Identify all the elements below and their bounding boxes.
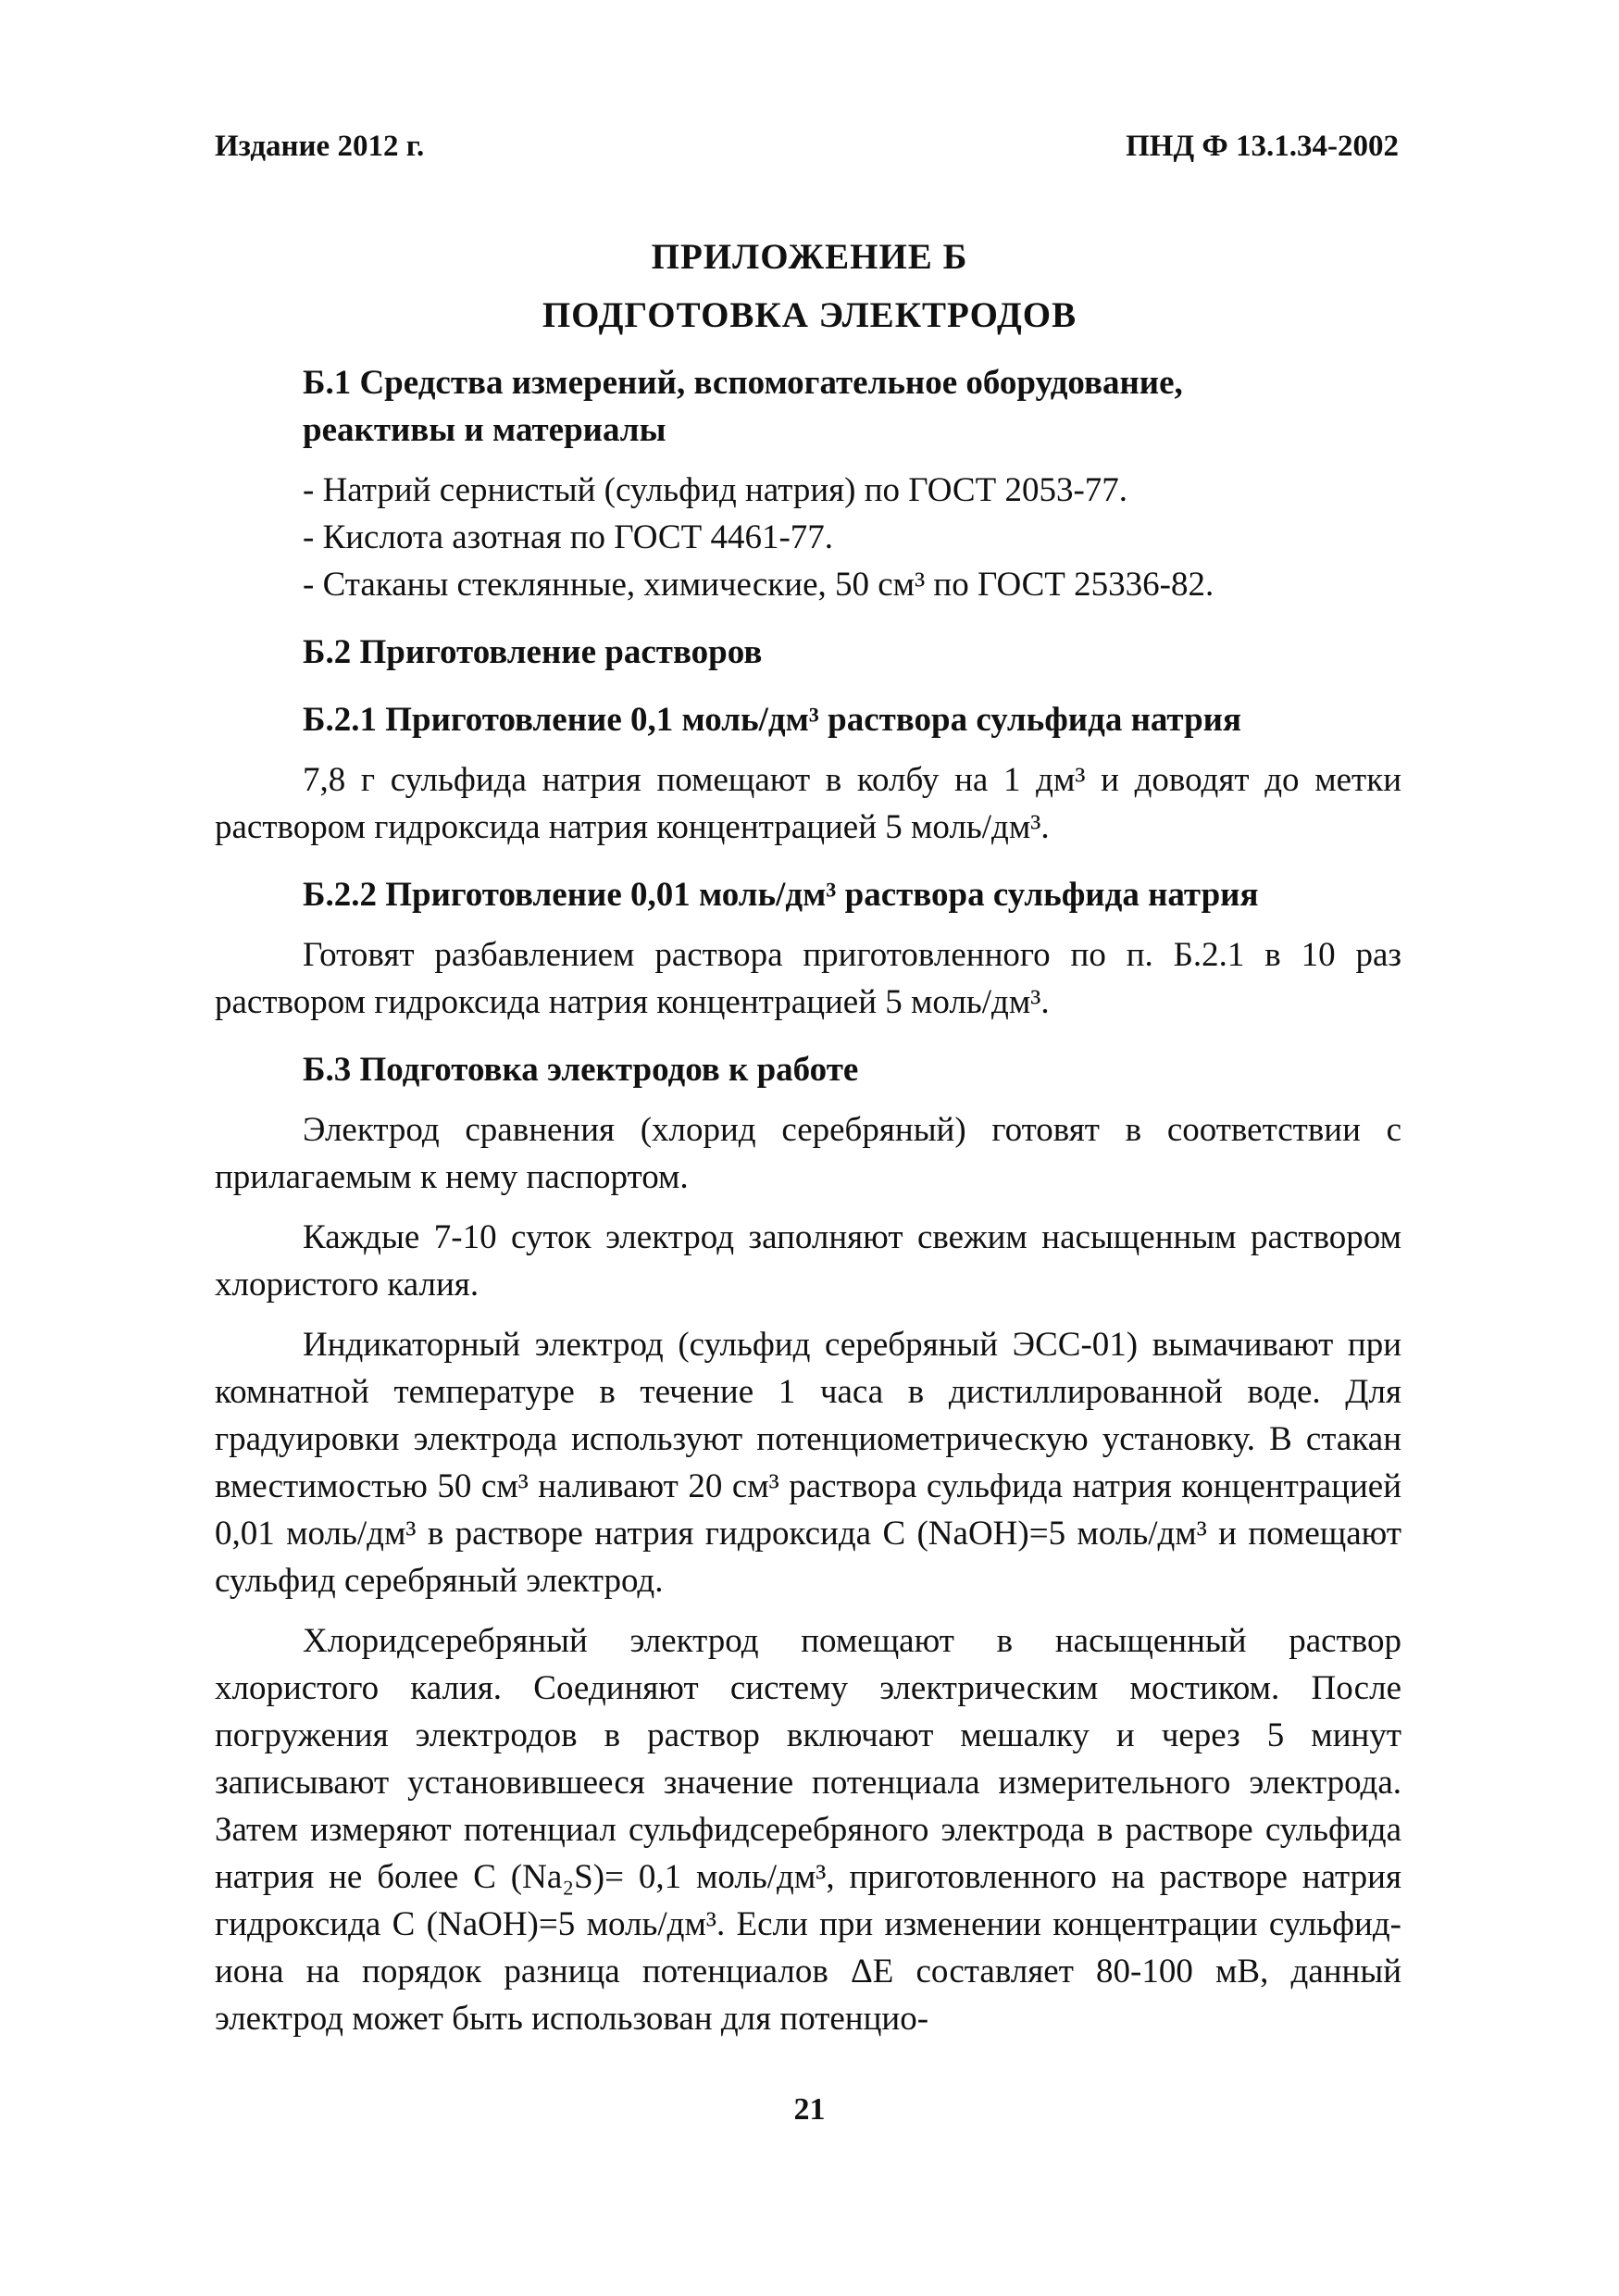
document-code: ПНД Ф 13.1.34-2002 bbox=[1126, 130, 1399, 163]
page-number: 21 bbox=[793, 2092, 826, 2127]
edition-label: Издание 2012 г. bbox=[215, 130, 425, 163]
section-b21-text: 7,8 г сульфида натрия помещают в колбу на 1 дм³ и доводят до метки раствором гидроксида натрия концентрацией 5 моль/дм³. bbox=[215, 761, 1401, 846]
section-b22-text: Готовят разбавлением раствора приготовленного по п. Б.2.1 в 10 раз раствором гидроксида натрия концентрацией 5 моль/дм³. bbox=[215, 936, 1401, 1021]
materials-list-item: - Стаканы стеклянные, химические, 50 см³ по ГОСТ 25336-82. bbox=[303, 566, 1214, 604]
appendix-subject: ПОДГОТОВКА ЭЛЕКТРОДОВ bbox=[542, 295, 1077, 335]
section-b1-heading: Б.1 Средства измерений, вспомогательное оборудование, bbox=[303, 364, 1183, 402]
section-b3-paragraph: Хлоридсеребряный электрод помещают в насыщенный раствор хлористого калия. Соединяют систему электрическим мостиком. После погружения электродов в раствор включают мешалку и через 5 минут записывают установившееся значение потенциала измерительного электрода. Затем измеряют потенциал сульфидсеребряного электрода в растворе сульфида натрия не более С (Na₂S)= 0,1 моль/дм³, приготовленного на растворе натрия гидроксида С (NaOH)=5 моль/дм³. Если при изменении концентрации сульфид-иона на порядок разница потенциалов ΔЕ составляет 80-100 мВ, данный электрод может быть использован для потенцио- bbox=[215, 1622, 1401, 2038]
section-b3-paragraph: Каждые 7-10 суток электрод заполняют свежим насыщенным раствором хлористого калия. bbox=[215, 1218, 1401, 1304]
materials-list-item: - Кислота азотная по ГОСТ 4461-77. bbox=[303, 518, 834, 556]
section-b3-paragraph: Электрод сравнения (хлорид серебряный) готовят в соответствии с прилагаемым к нему паспортом. bbox=[215, 1111, 1401, 1196]
section-b21-heading: Б.2.1 Приготовление 0,1 моль/дм³ раствора сульфида натрия bbox=[303, 701, 1241, 739]
materials-list-item: - Натрий сернистый (сульфид натрия) по ГОСТ 2053-77. bbox=[303, 471, 1128, 509]
section-b3-paragraph: Индикаторный электрод (сульфид серебряный ЭСС-01) вымачивают при комнатной температуре в течение 1 часа в дистиллированной воде. Для градуировки электрода используют потенциометрическую установку. В стакан вместимостью 50 см³ наливают 20 см³ раствора сульфида натрия концентрацией 0,01 моль/дм³ в растворе натрия гидроксида С (NaOH)=5 моль/дм³ и помещают сульфид серебряный электрод. bbox=[215, 1326, 1401, 1600]
appendix-title: ПРИЛОЖЕНИЕ Б bbox=[651, 237, 968, 277]
section-b1-heading-cont: реактивы и материалы bbox=[303, 411, 666, 449]
section-b3-heading: Б.3 Подготовка электродов к работе bbox=[303, 1051, 859, 1089]
document-body bbox=[215, 359, 1401, 2042]
section-b2-heading: Б.2 Приготовление растворов bbox=[303, 633, 763, 671]
section-b22-heading: Б.2.2 Приготовление 0,01 моль/дм³ раствора сульфида натрия bbox=[303, 876, 1259, 914]
